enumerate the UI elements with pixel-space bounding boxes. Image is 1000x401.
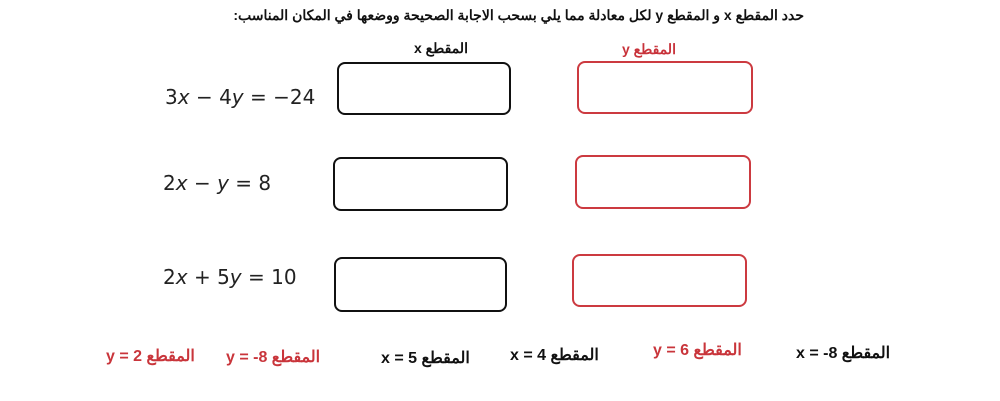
eq2-rhs: 8 bbox=[258, 171, 272, 195]
equation-1 bbox=[165, 85, 315, 109]
eq1-rhs: −24 bbox=[273, 85, 316, 109]
eq1-var-x: x bbox=[177, 85, 190, 109]
eq1-equals: = bbox=[250, 85, 267, 109]
equation-2 bbox=[163, 171, 271, 195]
eq2-var-y: y bbox=[217, 171, 229, 195]
y-intercept-dropzone-1[interactable] bbox=[577, 61, 753, 114]
instruction-text: حدد المقطع x و المقطع y لكل معادلة مما يلي بسحب الاجابة الصحيحة ووضعها في المكان المناسب: bbox=[233, 7, 804, 23]
x-intercept-dropzone-2[interactable] bbox=[333, 157, 508, 211]
eq2-var-x: x bbox=[175, 171, 188, 195]
eq1-coef-y: 4 bbox=[219, 85, 232, 109]
answer-x-5[interactable]: المقطع x = 5 bbox=[381, 350, 470, 367]
eq1-operator: − bbox=[195, 85, 213, 109]
eq3-coef-x: 2 bbox=[163, 265, 176, 289]
eq3-var-x: x bbox=[175, 265, 188, 289]
y-intercept-header: المقطع y bbox=[622, 41, 676, 57]
y-intercept-dropzone-3[interactable] bbox=[572, 254, 747, 307]
equation-3 bbox=[163, 265, 297, 289]
eq3-coef-y: 5 bbox=[217, 265, 230, 289]
eq2-coef-x: 2 bbox=[163, 171, 176, 195]
eq1-var-y: y bbox=[231, 85, 244, 109]
answer-x-4[interactable]: المقطع x = 4 bbox=[510, 347, 599, 364]
y-intercept-dropzone-2[interactable] bbox=[575, 155, 751, 209]
eq3-operator: + bbox=[193, 265, 211, 289]
answer-y-neg8[interactable]: المقطع y = -8 bbox=[226, 349, 321, 366]
eq3-rhs: 10 bbox=[271, 265, 297, 289]
answer-y-2[interactable]: المقطع y = 2 bbox=[106, 348, 195, 365]
answer-x-neg8[interactable]: المقطع x = -8 bbox=[796, 345, 891, 362]
eq2-operator: − bbox=[193, 171, 211, 195]
eq1-coef-x: 3 bbox=[165, 85, 178, 109]
x-intercept-dropzone-3[interactable] bbox=[334, 257, 507, 312]
eq2-equals: = bbox=[235, 171, 253, 195]
x-intercept-header: المقطع x bbox=[414, 40, 468, 56]
x-intercept-dropzone-1[interactable] bbox=[337, 62, 511, 115]
eq3-equals: = bbox=[248, 265, 265, 289]
eq3-var-y: y bbox=[229, 265, 242, 289]
answer-y-6[interactable]: المقطع y = 6 bbox=[653, 342, 742, 359]
